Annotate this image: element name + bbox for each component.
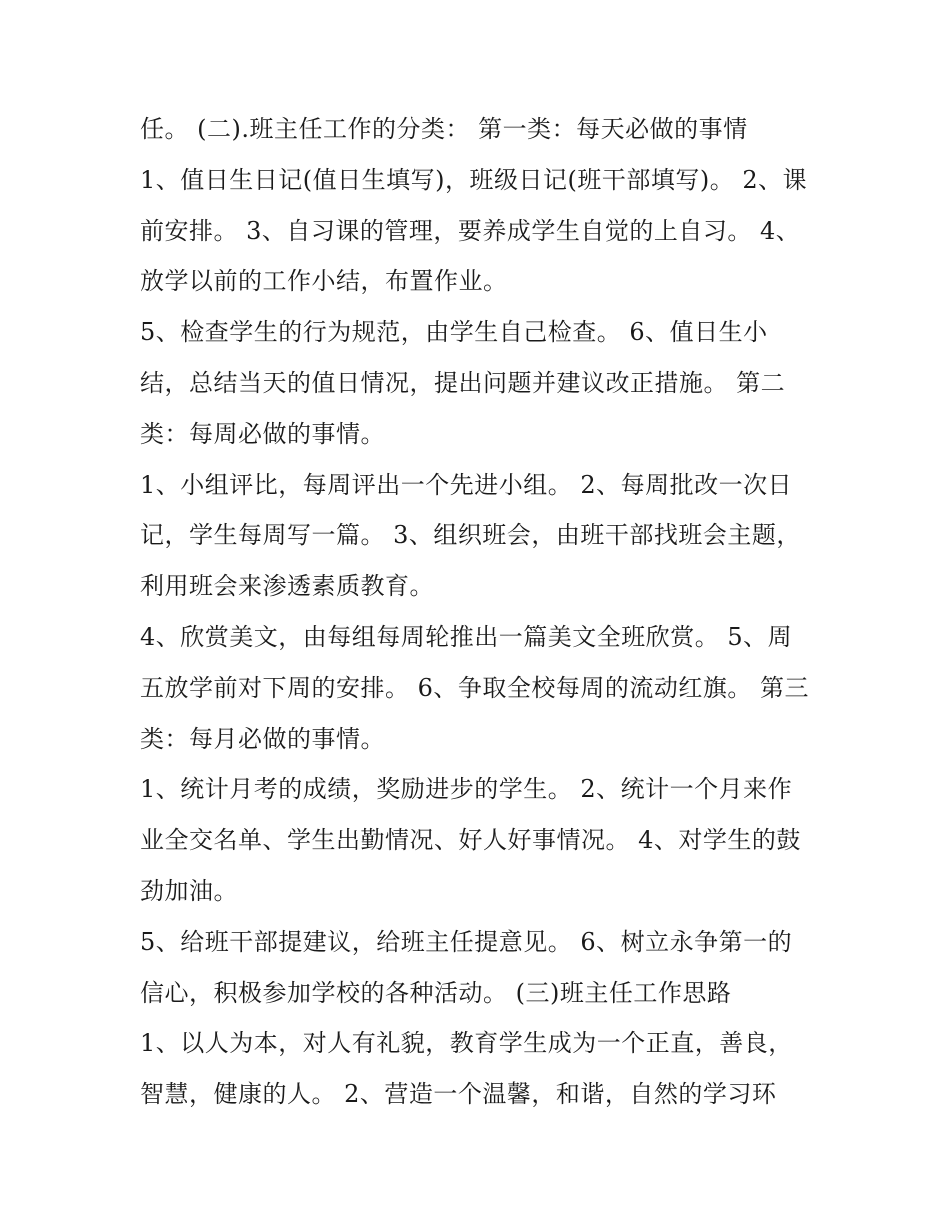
text-line: 五放学前对下周的安排。 6、争取全校每周的流动红旗。 第三 <box>140 673 810 702</box>
text-line: 5、检查学生的行为规范，由学生自己检查。 6、值日生小 <box>140 318 768 347</box>
text-line: 放学以前的工作小结，布置作业。 <box>140 267 508 296</box>
text-line: 利用班会来渗透素质教育。 <box>140 572 434 601</box>
text-line: 1、小组评比，每周评出一个先进小组。 2、每周批改一次日 <box>140 470 793 499</box>
text-line: 4、欣赏美文，由每组每周轮推出一篇美文全班欣赏。 5、周 <box>140 622 793 651</box>
text-line: 1、以人为本，对人有礼貌，教育学生成为一个正直，善良， <box>140 1029 793 1058</box>
text-line: 业全交名单、学生出勤情况、好人好事情况。 4、对学生的鼓 <box>140 826 801 855</box>
text-line: 结，总结当天的值日情况，提出问题并建议改正措施。 第二 <box>140 368 786 397</box>
text-line: 任。 (二).班主任工作的分类： 第一类：每天必做的事情 <box>140 115 748 143</box>
text-line: 记，学生每周写一篇。 3、组织班会，由班干部找班会主题， <box>140 521 801 550</box>
text-line: 5、给班干部提建议，给班主任提意见。 6、树立永争第一的 <box>140 927 793 956</box>
text-line: 信心，积极参加学校的各种活动。 (三)班主任工作思路 <box>140 978 732 1007</box>
text-line: 前安排。 3、自习课的管理，要养成学生自觉的上自习。 4、 <box>140 216 801 245</box>
text-line: 劲加油。 <box>140 876 238 905</box>
text-line: 类：每月必做的事情。 <box>140 724 385 753</box>
body-text <box>140 111 820 1127</box>
text-line: 智慧，健康的人。 2、营造一个温馨，和谐，自然的学习环 <box>140 1080 777 1109</box>
text-line: 类：每周必做的事情。 <box>140 419 385 448</box>
text-line: 1、统计月考的成绩，奖励进步的学生。 2、统计一个月来作 <box>140 775 793 804</box>
text-line: 1、值日生日记(值日生填写)，班级日记(班干部填写)。 2、课 <box>140 165 808 194</box>
